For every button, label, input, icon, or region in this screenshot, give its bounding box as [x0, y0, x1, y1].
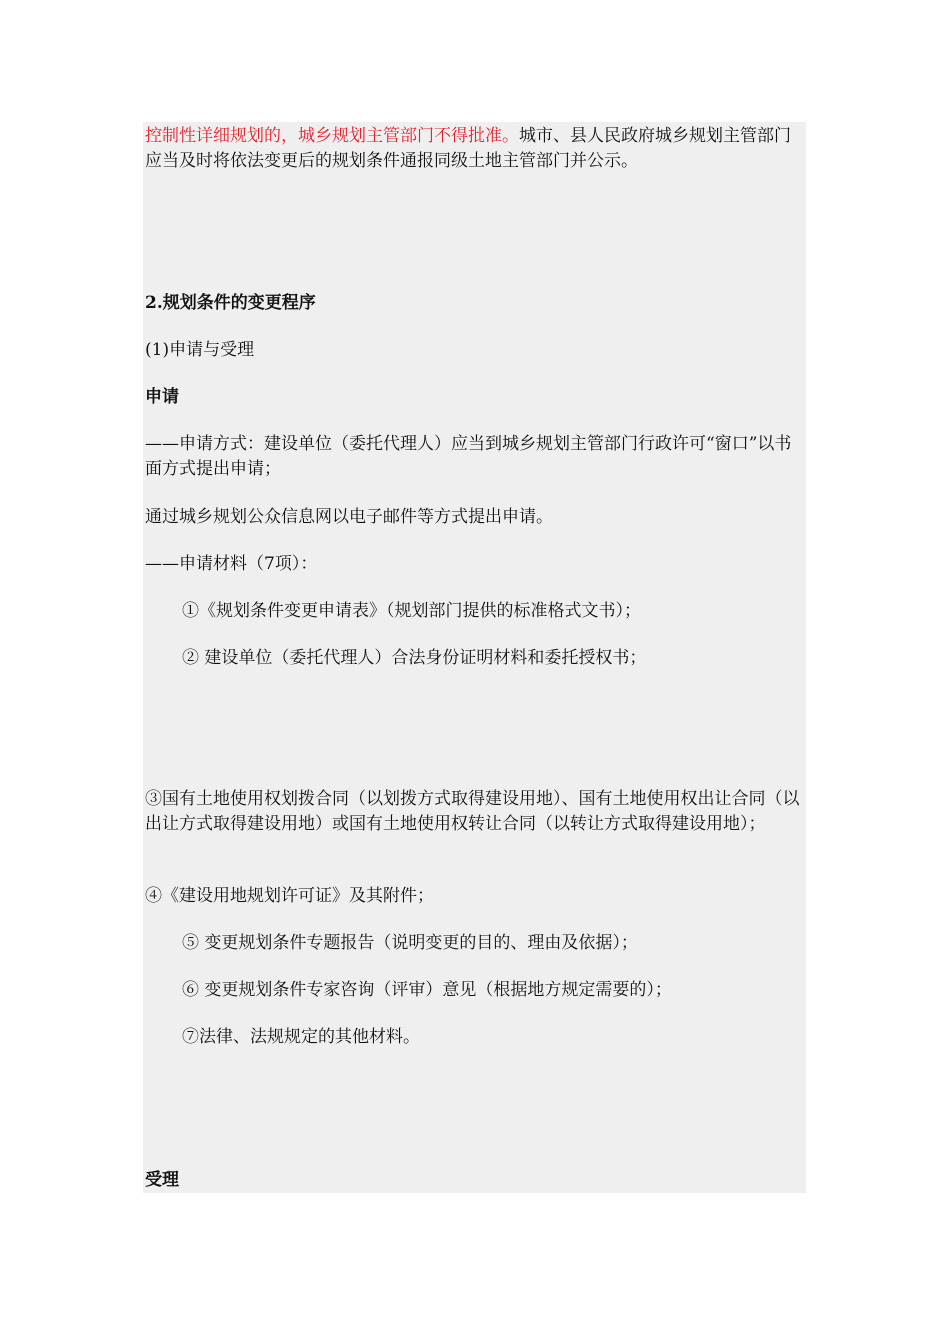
material-item-4: ④《建设用地规划许可证》及其附件；: [145, 886, 434, 906]
material-item-5: ⑤ 变更规划条件专题报告（说明变更的目的、理由及依据）；: [182, 933, 638, 953]
material-item-3: ③国有土地使用权划拨合同（以划拨方式取得建设用地）、国有土地使用权出让合同（以出让方式取得建设用地）或国有土地使用权转让合同（以转让方式取得建设用地）；: [145, 789, 800, 834]
section-heading: 2.规划条件的变更程序: [145, 293, 316, 313]
accept-heading: 受理: [145, 1170, 179, 1190]
material-item-7: ⑦法律、法规规定的其他材料。: [182, 1027, 420, 1047]
material-item-2: ② 建设单位（委托代理人）合法身份证明材料和委托授权书；: [182, 648, 647, 668]
materials-heading: ——申请材料（7项）：: [145, 554, 318, 574]
intro-rest-text: 城市、县人民政府城乡规划主管部门应当及时将依法变更后的规划条件通报同级土地主管部门并公示。: [145, 126, 791, 171]
subsection-heading: (1)申请与受理: [145, 340, 255, 360]
apply-method-online-paragraph: 通过城乡规划公众信息网以电子邮件等方式提出申请。: [145, 507, 553, 527]
material-item-1: ①《规划条件变更申请表》（规划部门提供的标准格式文书）；: [182, 601, 641, 621]
material-item-6: ⑥ 变更规划条件专家咨询（评审）意见（根据地方规定需要的）；: [182, 980, 672, 1000]
intro-paragraph: [145, 124, 807, 174]
apply-heading: 申请: [145, 387, 179, 407]
intro-highlight-text: 控制性详细规划的，城乡规划主管部门不得批准。: [145, 126, 519, 146]
apply-method-paragraph: ——申请方式：建设单位（委托代理人）应当到城乡规划主管部门行政许可“窗口”以书面方式提出申请；: [145, 434, 792, 479]
